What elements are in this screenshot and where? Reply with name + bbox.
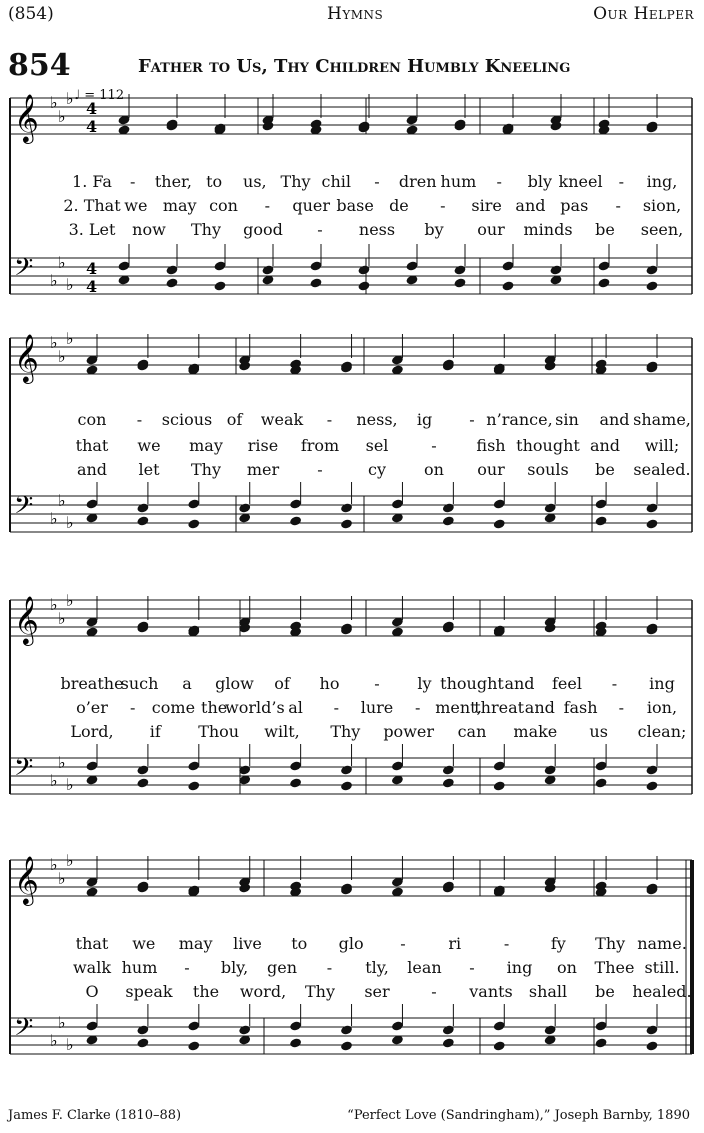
lyric-syllable: lean bbox=[407, 958, 442, 977]
lyric-syllable: - bbox=[431, 436, 437, 455]
treble-clef: 𝄞 bbox=[14, 595, 39, 644]
lyric-syllable: our bbox=[477, 460, 505, 479]
time-signature-top: 4 bbox=[86, 99, 98, 118]
lyric-syllable: fy bbox=[550, 934, 566, 953]
notehead bbox=[289, 515, 302, 526]
notehead bbox=[645, 264, 658, 275]
flat-sign: ♭ bbox=[58, 347, 66, 366]
lyric-syllable: such bbox=[120, 674, 159, 693]
lyric-syllable: - bbox=[618, 172, 624, 191]
lyric-syllable: the bbox=[201, 698, 228, 717]
lyric-line bbox=[0, 698, 704, 720]
lyric-syllable: thought bbox=[516, 436, 580, 455]
lyric-syllable: - bbox=[440, 196, 446, 215]
lyric-syllable: chil bbox=[321, 172, 352, 191]
lyric-syllable: sel bbox=[365, 436, 389, 455]
lyric-syllable: Thy bbox=[330, 722, 361, 741]
lyric-syllable: - bbox=[374, 674, 380, 693]
notehead bbox=[340, 502, 353, 513]
notehead bbox=[493, 780, 506, 791]
lyric-syllable: con bbox=[209, 196, 238, 215]
lyric-syllable: - bbox=[130, 698, 136, 717]
notehead bbox=[544, 502, 557, 513]
lyric-syllable: sin bbox=[555, 410, 579, 429]
notehead bbox=[645, 280, 658, 291]
flat-sign: ♭ bbox=[66, 591, 74, 610]
lyric-syllable: con bbox=[77, 410, 107, 429]
lyric-line bbox=[0, 172, 704, 194]
lyric-syllable: word, bbox=[239, 982, 287, 1001]
lyric-syllable: of bbox=[226, 410, 243, 429]
lyric-syllable: still. bbox=[644, 958, 680, 977]
notehead bbox=[357, 280, 370, 291]
lyric-syllable: - bbox=[618, 698, 624, 717]
lyric-syllable: by bbox=[424, 220, 444, 239]
lyric-syllable: a bbox=[182, 674, 192, 693]
lyric-syllable: clean; bbox=[637, 722, 687, 741]
lyric-syllable: sion, bbox=[642, 196, 682, 215]
bass-clef: 𝄢 bbox=[14, 253, 34, 288]
notehead bbox=[442, 764, 455, 775]
notehead bbox=[595, 777, 608, 788]
lyric-syllable: pas bbox=[560, 196, 589, 215]
lyric-syllable: Thou bbox=[198, 722, 240, 741]
lyric-syllable: glo bbox=[338, 934, 364, 953]
lyric-syllable: ser bbox=[364, 982, 390, 1001]
notehead bbox=[136, 1024, 149, 1035]
lyric-syllable: dren bbox=[398, 172, 437, 191]
lyric-syllable: that bbox=[75, 436, 109, 455]
treble-clef: 𝄞 bbox=[14, 93, 39, 142]
lyric-line bbox=[0, 982, 704, 1004]
flat-sign: ♭ bbox=[66, 851, 74, 870]
lyric-syllable: seen, bbox=[640, 220, 684, 239]
lyric-syllable: ness bbox=[358, 220, 396, 239]
lyric-syllable: gen bbox=[266, 958, 298, 977]
notehead bbox=[136, 777, 149, 788]
lyric-syllable: - bbox=[136, 410, 143, 429]
notehead bbox=[442, 502, 455, 513]
lyric-syllable: tly, bbox=[365, 958, 389, 977]
lyric-syllable: let bbox=[138, 460, 160, 479]
lyric-syllable: - bbox=[184, 958, 190, 977]
lyric-syllable: wilt, bbox=[264, 722, 300, 741]
lyric-syllable: us bbox=[589, 722, 608, 741]
lyric-syllable: ing bbox=[649, 674, 675, 693]
flat-sign: ♭ bbox=[50, 93, 58, 112]
notehead bbox=[136, 764, 149, 775]
notehead bbox=[238, 502, 251, 513]
notehead bbox=[645, 1024, 658, 1035]
lyric-syllable: minds bbox=[523, 220, 573, 239]
lyric-syllable: may bbox=[178, 934, 213, 953]
notehead bbox=[645, 502, 658, 513]
section-label: Hymns bbox=[327, 4, 384, 24]
lyric-syllable: now bbox=[132, 220, 166, 239]
notehead bbox=[309, 277, 322, 288]
flat-sign: ♭ bbox=[66, 275, 74, 294]
lyric-line bbox=[0, 220, 704, 242]
notehead bbox=[453, 277, 466, 288]
notehead bbox=[238, 1024, 251, 1035]
flat-sign: ♭ bbox=[58, 753, 66, 772]
tempo-marking: ♩ = 112 bbox=[74, 88, 125, 103]
lyric-syllable: - bbox=[469, 958, 475, 977]
lyric-syllable: weak bbox=[260, 410, 304, 429]
lyric-syllable: mer bbox=[246, 460, 280, 479]
notehead bbox=[453, 264, 466, 275]
lyric-syllable: can bbox=[457, 722, 487, 741]
lyric-line bbox=[0, 934, 704, 956]
flat-sign: ♭ bbox=[58, 609, 66, 628]
notehead bbox=[289, 777, 302, 788]
lyric-syllable: us, bbox=[243, 172, 267, 191]
notehead bbox=[442, 1037, 455, 1048]
notehead bbox=[544, 764, 557, 775]
lyric-syllable: power bbox=[383, 722, 434, 741]
notehead bbox=[340, 1024, 353, 1035]
lyric-syllable: - bbox=[326, 410, 333, 429]
lyric-syllable: - bbox=[496, 172, 502, 191]
time-signature-top: 4 bbox=[86, 259, 98, 278]
notehead bbox=[595, 515, 608, 526]
topic-label: Our Helper bbox=[593, 4, 694, 24]
notehead bbox=[595, 1037, 608, 1048]
lyric-line bbox=[0, 460, 704, 482]
lyric-syllable: ment, bbox=[435, 698, 482, 717]
lyric-syllable: cy bbox=[368, 460, 386, 479]
flat-sign: ♭ bbox=[50, 333, 58, 352]
notehead bbox=[213, 280, 226, 291]
treble-clef: 𝄞 bbox=[14, 855, 39, 904]
notehead bbox=[289, 1037, 302, 1048]
notehead bbox=[442, 1024, 455, 1035]
notehead bbox=[187, 780, 200, 791]
lyric-syllable: Thy bbox=[304, 982, 336, 1001]
flat-sign: ♭ bbox=[58, 253, 66, 272]
lyric-syllable: our bbox=[477, 220, 505, 239]
lyric-syllable: fish bbox=[476, 436, 506, 455]
lyric-syllable: 1. Fa bbox=[72, 172, 112, 191]
tune-credit: “Perfect Love (Sandringham),” Joseph Barnby, 1890 bbox=[347, 1108, 690, 1123]
lyric-syllable: Lord, bbox=[70, 722, 114, 741]
lyric-syllable: rise bbox=[247, 436, 279, 455]
notehead bbox=[645, 518, 658, 529]
lyric-syllable: and bbox=[589, 436, 621, 455]
lyric-syllable: - bbox=[615, 196, 621, 215]
lyric-syllable: live bbox=[233, 934, 262, 953]
lyric-line bbox=[0, 196, 704, 218]
lyric-syllable: ri bbox=[448, 934, 462, 953]
lyric-syllable: and bbox=[524, 698, 555, 717]
lyric-syllable: lure bbox=[360, 698, 394, 717]
lyric-line bbox=[0, 958, 704, 980]
lyric-syllable: world’s bbox=[225, 698, 285, 717]
lyric-syllable: - bbox=[431, 982, 437, 1001]
lyric-syllable: may bbox=[189, 436, 223, 455]
lyric-syllable: ion, bbox=[646, 698, 678, 717]
lyric-syllable: Thy bbox=[190, 220, 222, 239]
notehead bbox=[136, 515, 149, 526]
notehead bbox=[442, 515, 455, 526]
lyric-syllable: o’er bbox=[76, 698, 108, 717]
flat-sign: ♭ bbox=[58, 1013, 66, 1032]
lyric-syllable: come bbox=[151, 698, 196, 717]
lyric-syllable: n’rance, bbox=[486, 410, 553, 429]
lyric-syllable: thought bbox=[440, 674, 504, 693]
lyric-syllable: and bbox=[504, 674, 535, 693]
lyric-syllable: 3. Let bbox=[68, 220, 116, 239]
lyric-syllable: good bbox=[243, 220, 283, 239]
notehead bbox=[340, 764, 353, 775]
notehead bbox=[493, 1040, 506, 1051]
lyric-syllable: Thee bbox=[594, 958, 635, 977]
flat-sign: ♭ bbox=[58, 491, 66, 510]
time-signature-bottom: 4 bbox=[86, 277, 98, 296]
notehead bbox=[340, 518, 353, 529]
lyric-syllable: name. bbox=[637, 934, 687, 953]
lyric-syllable: be bbox=[595, 982, 615, 1001]
notehead bbox=[544, 1024, 557, 1035]
flat-sign: ♭ bbox=[66, 513, 74, 532]
lyric-syllable: shame, bbox=[633, 410, 691, 429]
lyric-syllable: make bbox=[513, 722, 558, 741]
lyric-syllable: - bbox=[415, 698, 421, 717]
flat-sign: ♭ bbox=[50, 771, 58, 790]
lyric-syllable: ho bbox=[319, 674, 340, 693]
lyric-syllable: and bbox=[599, 410, 630, 429]
notehead bbox=[340, 1040, 353, 1051]
lyric-syllable: bly, bbox=[220, 958, 249, 977]
notehead bbox=[165, 277, 178, 288]
flat-sign: ♭ bbox=[66, 89, 74, 108]
lyric-syllable: quer bbox=[292, 196, 331, 215]
lyric-syllable: will; bbox=[644, 436, 680, 455]
lyric-syllable: 2. That bbox=[63, 196, 121, 215]
flat-sign: ♭ bbox=[58, 107, 66, 126]
flat-sign: ♭ bbox=[50, 1031, 58, 1050]
lyric-syllable: - bbox=[611, 674, 618, 693]
lyric-syllable: hum bbox=[440, 172, 477, 191]
lyric-syllable: ig bbox=[416, 410, 433, 429]
notehead bbox=[645, 780, 658, 791]
flat-sign: ♭ bbox=[50, 595, 58, 614]
lyric-syllable: and bbox=[515, 196, 546, 215]
notehead bbox=[261, 264, 274, 275]
lyric-syllable: kneel bbox=[558, 172, 603, 191]
lyric-syllable: to bbox=[206, 172, 223, 191]
bass-clef: 𝄢 bbox=[14, 753, 34, 788]
lyric-syllable: we bbox=[137, 436, 161, 455]
lyric-syllable: ther, bbox=[154, 172, 193, 191]
lyric-syllable: - bbox=[130, 172, 136, 191]
lyric-syllable: fash bbox=[563, 698, 598, 717]
notehead bbox=[501, 280, 514, 291]
lyric-syllable: - bbox=[333, 698, 339, 717]
lyric-syllable: healed. bbox=[632, 982, 692, 1001]
lyric-syllable: - bbox=[400, 934, 406, 953]
notehead bbox=[187, 1040, 200, 1051]
lyric-syllable: from bbox=[300, 436, 340, 455]
lyric-line bbox=[0, 674, 704, 696]
lyric-syllable: that bbox=[75, 934, 109, 953]
lyric-syllable: Thy bbox=[280, 172, 311, 191]
hymn-number: 854 bbox=[8, 48, 71, 83]
lyric-syllable: if bbox=[149, 722, 161, 741]
lyric-syllable: - bbox=[503, 934, 510, 953]
notehead bbox=[442, 777, 455, 788]
notehead bbox=[549, 264, 562, 275]
lyric-syllable: feel bbox=[552, 674, 582, 693]
lyric-syllable: may bbox=[162, 196, 197, 215]
notehead bbox=[187, 518, 200, 529]
lyric-syllable: - bbox=[317, 460, 323, 479]
lyric-syllable: - bbox=[317, 220, 323, 239]
lyric-syllable: ing, bbox=[646, 172, 678, 191]
lyric-syllable: vants bbox=[469, 982, 513, 1001]
lyric-syllable: threat bbox=[474, 698, 525, 717]
lyric-syllable: al bbox=[288, 698, 303, 717]
lyric-syllable: ness, bbox=[356, 410, 398, 429]
lyric-syllable: breathe bbox=[60, 674, 124, 693]
notehead bbox=[136, 1037, 149, 1048]
lyric-syllable: Thy bbox=[190, 460, 222, 479]
lyric-syllable: Thy bbox=[595, 934, 626, 953]
notehead bbox=[357, 264, 370, 275]
hymn-title: Father to Us, Thy Children Humbly Kneeling bbox=[138, 56, 571, 77]
lyric-syllable: souls bbox=[527, 460, 569, 479]
lyric-syllable: hum bbox=[121, 958, 158, 977]
lyric-syllable: be bbox=[595, 220, 615, 239]
flat-sign: ♭ bbox=[66, 1035, 74, 1054]
bass-clef: 𝄢 bbox=[14, 491, 34, 526]
flat-sign: ♭ bbox=[66, 329, 74, 348]
flat-sign: ♭ bbox=[50, 509, 58, 528]
page-label: (854) bbox=[8, 4, 54, 24]
lyric-syllable: O bbox=[85, 982, 99, 1001]
notehead bbox=[645, 764, 658, 775]
lyric-syllable: scious bbox=[161, 410, 213, 429]
lyric-syllable: shall bbox=[528, 982, 568, 1001]
flat-sign: ♭ bbox=[58, 869, 66, 888]
lyric-syllable: sire bbox=[471, 196, 502, 215]
lyric-syllable: base bbox=[336, 196, 374, 215]
lyric-syllable: - bbox=[469, 410, 475, 429]
lyric-syllable: be bbox=[595, 460, 615, 479]
notehead bbox=[493, 518, 506, 529]
lyric-syllable: ly bbox=[417, 674, 432, 693]
flat-sign: ♭ bbox=[50, 855, 58, 874]
notehead bbox=[597, 277, 610, 288]
flat-sign: ♭ bbox=[50, 271, 58, 290]
lyric-syllable: to bbox=[291, 934, 308, 953]
bass-clef: 𝄢 bbox=[14, 1013, 34, 1048]
lyric-syllable: on bbox=[424, 460, 444, 479]
notehead bbox=[136, 502, 149, 513]
lyric-syllable: and bbox=[76, 460, 108, 479]
lyric-syllable: bly bbox=[527, 172, 553, 191]
text-author-credit: James F. Clarke (1810–88) bbox=[8, 1108, 182, 1123]
lyric-syllable: of bbox=[274, 674, 290, 693]
lyric-syllable: de bbox=[389, 196, 409, 215]
lyric-syllable: the bbox=[192, 982, 220, 1001]
lyric-syllable: - bbox=[374, 172, 380, 191]
treble-clef: 𝄞 bbox=[14, 333, 39, 382]
notehead bbox=[340, 780, 353, 791]
lyric-syllable: - bbox=[264, 196, 271, 215]
lyric-line bbox=[0, 722, 704, 744]
lyric-syllable: we bbox=[132, 934, 156, 953]
lyric-syllable: - bbox=[326, 958, 333, 977]
lyric-syllable: we bbox=[124, 196, 148, 215]
notehead bbox=[645, 1040, 658, 1051]
lyric-syllable: speak bbox=[125, 982, 173, 1001]
lyric-line bbox=[0, 436, 704, 458]
time-signature-bottom: 4 bbox=[86, 117, 98, 136]
lyric-syllable: sealed. bbox=[633, 460, 691, 479]
lyric-syllable: walk bbox=[72, 958, 112, 977]
lyric-line bbox=[0, 410, 704, 432]
lyric-syllable: ing bbox=[506, 958, 533, 977]
lyric-syllable: on bbox=[557, 958, 577, 977]
notehead bbox=[165, 264, 178, 275]
lyric-syllable: glow bbox=[215, 674, 254, 693]
flat-sign: ♭ bbox=[66, 775, 74, 794]
